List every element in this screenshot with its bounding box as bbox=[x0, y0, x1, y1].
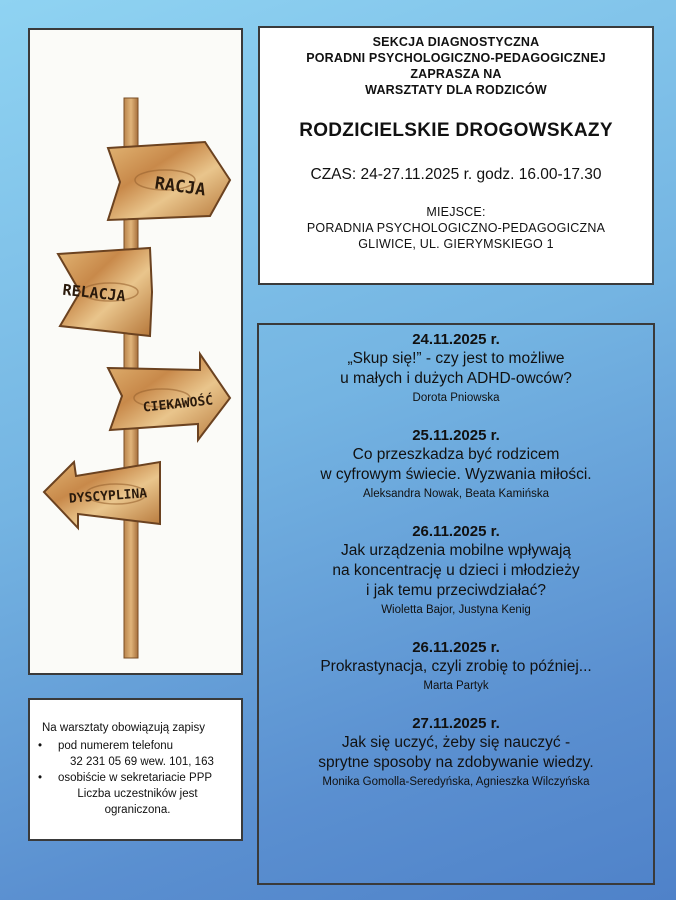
event-title-line: Jak się uczyć, żeby się nauczyć - bbox=[341, 734, 571, 751]
sign-racja-label: RACJA bbox=[153, 173, 207, 201]
registration-heading: Na warsztaty obowiązują zapisy bbox=[42, 722, 205, 734]
event-info-panel bbox=[258, 26, 654, 285]
event-speakers: Marta Partyk bbox=[423, 680, 489, 692]
sign-racja bbox=[108, 142, 230, 220]
event-title-line: Prokrastynacja, czyli zrobię to później... bbox=[320, 658, 592, 675]
event-title-line: w cyfrowym świecie. Wyzwania miłości. bbox=[320, 466, 592, 483]
sign-dyscyplina bbox=[44, 462, 160, 528]
event-title-line: Jak urządzenia mobilne wpływają bbox=[340, 542, 572, 559]
event-title-line: na koncentrację u dzieci i młodzieży bbox=[332, 562, 580, 579]
event-date: 25.11.2025 r. bbox=[412, 427, 500, 444]
schedule-panel bbox=[257, 323, 655, 885]
event-place bbox=[260, 204, 652, 252]
event-item bbox=[259, 426, 653, 502]
bullet-icon: • bbox=[38, 772, 43, 784]
event-item bbox=[259, 714, 653, 790]
sign-relacja bbox=[58, 248, 152, 336]
sign-dyscyplina-label: DYSCYPLINA bbox=[68, 486, 148, 507]
place-line: MIEJSCE: bbox=[426, 205, 486, 219]
header-line: PORADNI PSYCHOLOGICZNO-PEDAGOGICZNEJ bbox=[306, 51, 606, 65]
event-time: CZAS: 24-27.11.2025 r. godz. 16.00-17.30 bbox=[310, 166, 602, 183]
bullet-icon: • bbox=[38, 740, 43, 752]
event-speakers: Aleksandra Nowak, Beata Kamińska bbox=[362, 488, 549, 500]
event-date: 26.11.2025 r. bbox=[412, 523, 500, 540]
event-title-line: „Skup się!” - czy jest to możliwe bbox=[347, 350, 565, 367]
signpost-illustration-panel bbox=[28, 28, 243, 675]
registration-office-label: osobiście w sekretariacie PPP bbox=[58, 772, 213, 784]
event-date: 24.11.2025 r. bbox=[412, 331, 500, 348]
place-line: GLIWICE, UL. GIERYMSKIEGO 1 bbox=[358, 237, 554, 251]
sign-relacja-label: RELACJA bbox=[61, 280, 127, 306]
registration-phone-label: pod numerem telefonu bbox=[58, 740, 174, 752]
organizer-header bbox=[260, 34, 652, 98]
list-item bbox=[30, 738, 245, 754]
event-item bbox=[259, 638, 653, 694]
header-line: WARSZTATY DLA RODZICÓW bbox=[365, 83, 547, 97]
event-date: 27.11.2025 r. bbox=[412, 715, 500, 732]
page-title: RODZICIELSKIE DROGOWSKAZY bbox=[299, 120, 613, 141]
event-title-line: i jak temu przeciwdziałać? bbox=[365, 582, 547, 599]
event-speakers: Dorota Pniowska bbox=[412, 392, 500, 404]
registration-list bbox=[30, 738, 245, 818]
header-line: SEKCJA DIAGNOSTYCZNA bbox=[372, 35, 540, 49]
event-title-line: u małych i dużych ADHD-owców? bbox=[340, 370, 572, 387]
event-speakers: Monika Gomolla-Seredyńska, Agnieszka Wilczyńska bbox=[322, 776, 590, 788]
sign-ciekawosc-label: CIEKAWOŚĆ bbox=[142, 393, 214, 416]
event-item bbox=[259, 330, 653, 406]
registration-phone: 32 231 05 69 wew. 101, 163 bbox=[70, 756, 214, 768]
place-line: PORADNIA PSYCHOLOGICZNO-PEDAGOGICZNA bbox=[306, 221, 606, 235]
participant-limit-line: ograniczona. bbox=[104, 804, 171, 816]
event-title-line: Co przeszkadza być rodzicem bbox=[352, 446, 560, 463]
event-title-line: sprytne sposoby na zdobywanie wiedzy. bbox=[318, 754, 594, 771]
event-speakers: Wioletta Bajor, Justyna Kenig bbox=[381, 604, 531, 616]
registration-note-panel bbox=[28, 698, 243, 841]
participant-limit-line: Liczba uczestników jest bbox=[77, 788, 198, 800]
event-item bbox=[259, 522, 653, 618]
event-date: 26.11.2025 r. bbox=[412, 639, 500, 656]
header-line: ZAPRASZA NA bbox=[410, 67, 502, 81]
list-item bbox=[30, 770, 245, 786]
signpost-illustration bbox=[30, 30, 241, 673]
